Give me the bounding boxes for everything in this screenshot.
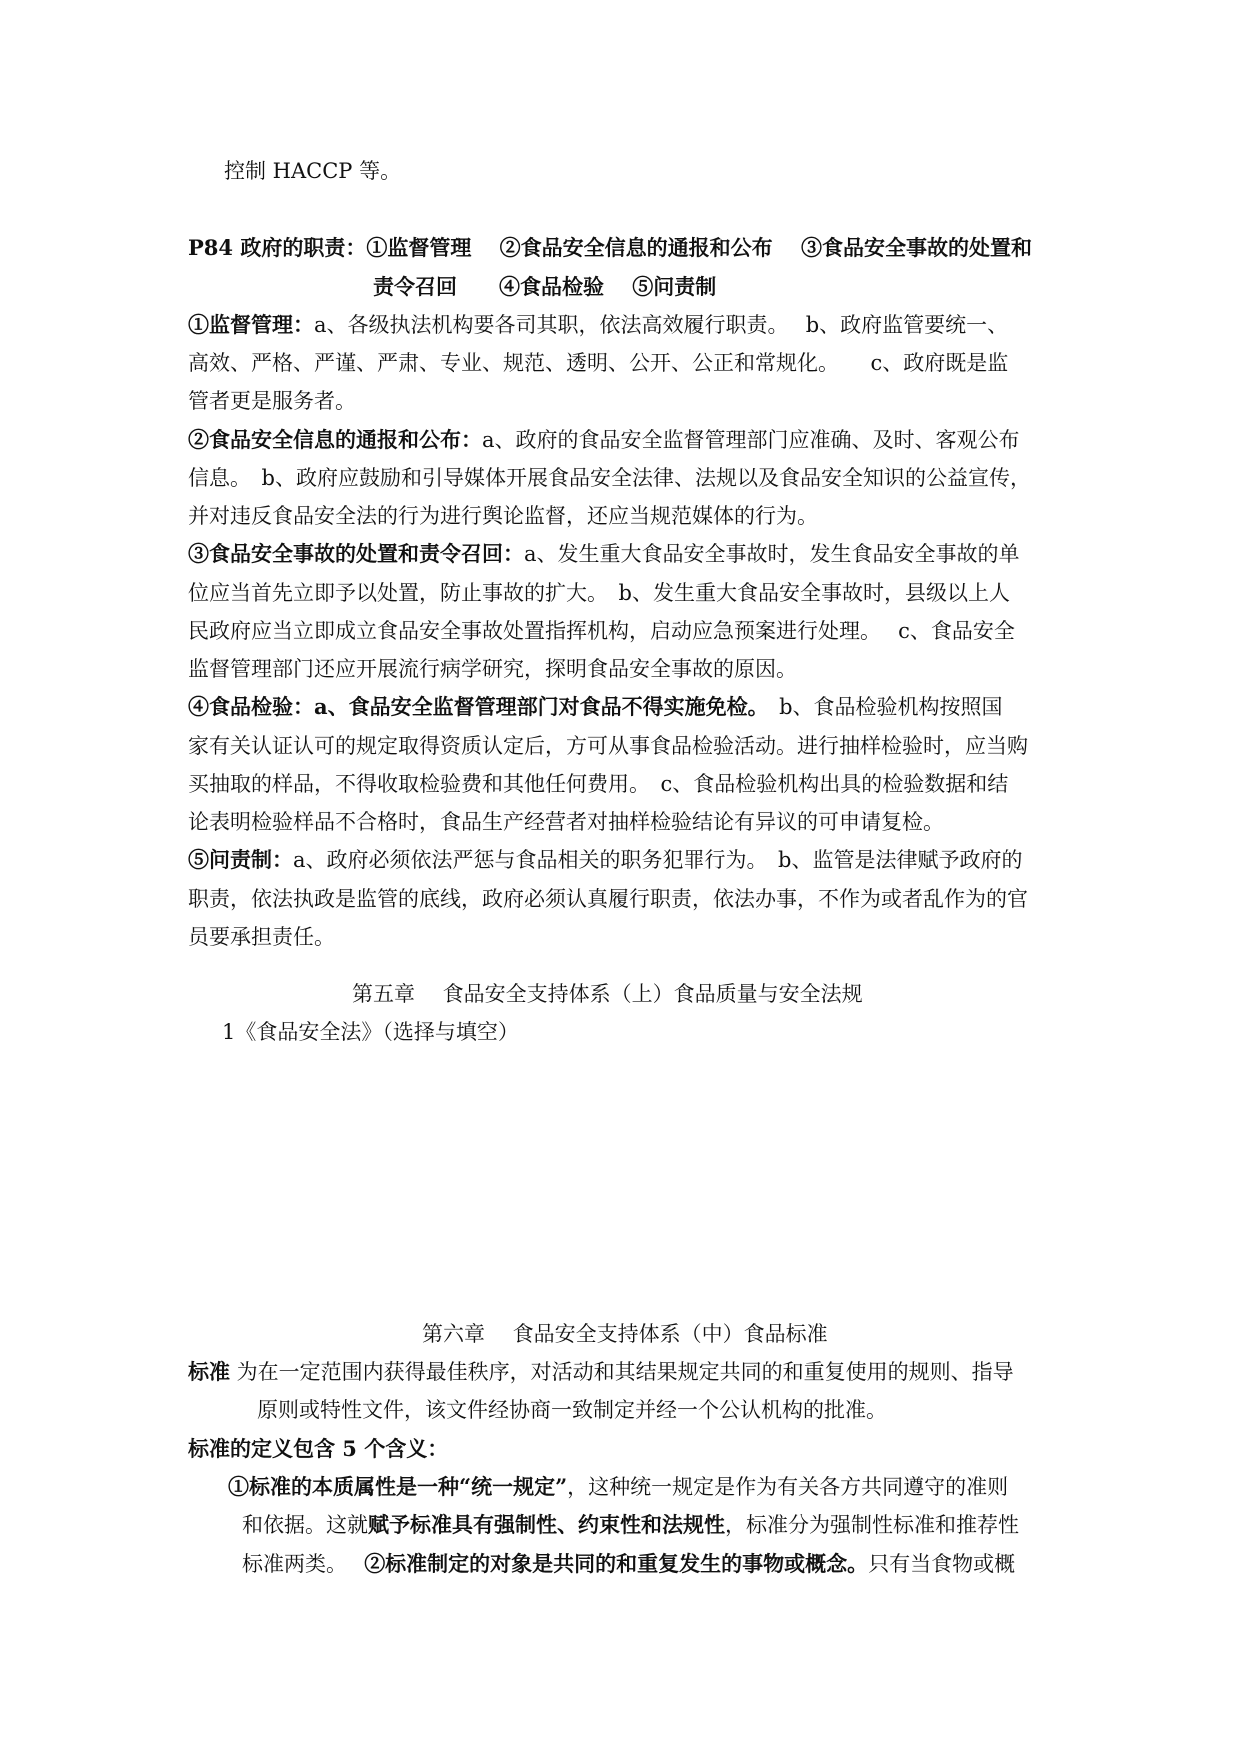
section4-line-2 (188, 727, 1028, 765)
section5-text-1: a、政府必须依法严惩与食品相关的职务犯罪行为。 b、监管是法律赋予政府的 (293, 848, 1023, 872)
standard-definition-line-1 (188, 1353, 1014, 1391)
meaning-line-3 (242, 1545, 1015, 1583)
meaning-3-rest: 只有当食物或概 (868, 1552, 1016, 1576)
gov-duties-title-line-2 (373, 268, 716, 306)
section1-text-2: 高效、严格、严谨、严肃、专业、规范、透明、公开、公正和常规化。 c、政府既是监 (188, 351, 1009, 375)
section2-line-1 (188, 421, 1020, 459)
meaning-2-pre: 和依据。这就 (242, 1513, 368, 1537)
section3-line-4 (188, 650, 797, 688)
section2-line-2 (188, 459, 1031, 497)
section1-label: ①监督管理： (188, 312, 314, 337)
chapter6-title-text: 第六章 食品安全支持体系（中）食品标准 (422, 1322, 828, 1346)
section2-label: ②食品安全信息的通报和公布： (188, 427, 482, 452)
section3-line-2 (188, 574, 1010, 612)
meaning-3-bold: ②标准制定的对象是共同的和重复发生的事物或概念。 (364, 1551, 869, 1576)
chapter5-title-text: 第五章 食品安全支持体系（上）食品质量与安全法规 (352, 982, 863, 1006)
gov-duties-title-1: P84 政府的职责：①监督管理 ②食品安全信息的通报和公布 ③食品安全事故的处置和 (188, 235, 1032, 260)
section5-label: ⑤问责制： (188, 847, 293, 872)
section3-label: ③食品安全事故的处置和责令召回： (188, 541, 524, 566)
section5-line-3 (188, 918, 335, 956)
standard-definition-line-2 (257, 1391, 887, 1429)
section5-line-2 (188, 880, 1028, 918)
section2-text-3: 并对违反食品安全法的行为进行舆论监督，还应当规范媒体的行为。 (188, 504, 818, 528)
standard-definition-text-1: 为在一定范围内获得最佳秩序，对活动和其结果规定共同的和重复使用的规则、指导 (230, 1360, 1014, 1384)
gov-duties-title-line-1 (188, 229, 1032, 267)
five-meanings-title-text: 标准的定义包含 5 个含义： (188, 1436, 449, 1461)
section1-line-3 (188, 382, 356, 420)
section5-text-3: 员要承担责任。 (188, 925, 335, 949)
standard-term: 标准 (188, 1359, 230, 1384)
section4-text-4: 论表明检验样品不合格时，食品生产经营者对抽样检验结论有异议的可申请复检。 (188, 810, 944, 834)
section3-text-1: a、发生重大食品安全事故时，发生食品安全事故的单 (524, 542, 1020, 566)
section2-text-2: 信息。 b、政府应鼓励和引导媒体开展食品安全法律、法规以及食品安全知识的公益宣传， (188, 466, 1031, 490)
standard-definition-text-2: 原则或特性文件，该文件经协商一致制定并经一个公认机构的批准。 (257, 1398, 887, 1422)
meaning-1-rest: ，这种统一规定是作为有关各方共同遵守的准则 (567, 1475, 1009, 1499)
section5-line-1 (188, 841, 1022, 879)
section1-text-1: a、各级执法机构要各司其职，依法高效履行职责。 b、政府监管要统一、 (314, 313, 1009, 337)
section3-text-4: 监督管理部门还应开展流行病学研究，探明食品安全事故的原因。 (188, 657, 797, 681)
intro-text: 控制 HACCP 等。 (224, 159, 402, 183)
five-meanings-title (188, 1430, 448, 1468)
section3-line-3 (188, 612, 1015, 650)
section4-line-1 (188, 688, 1003, 726)
section4-text-3: 买抽取的样品，不得收取检验费和其他任何费用。 c、食品检验机构出具的检验数据和结 (188, 772, 1009, 796)
intro-line (224, 152, 401, 190)
chapter6-title (422, 1315, 828, 1353)
section5-text-2: 职责，依法执政是监管的底线，政府必须认真履行职责，依法办事，不作为或者乱作为的官 (188, 887, 1028, 911)
chapter5-item-1-text: 1《食品安全法》（选择与填空） (222, 1020, 519, 1044)
meaning-line-2 (242, 1506, 1019, 1544)
section3-line-1 (188, 535, 1020, 573)
section4-label: ④食品检验：a、食品安全监督管理部门对食品不得实施免检。 (188, 694, 759, 719)
section4-text-1: b、食品检验机构按照国 (758, 695, 1003, 719)
section4-line-3 (188, 765, 1008, 803)
gov-duties-title-2: 责令召回 ④食品检验 ⑤问责制 (373, 274, 717, 299)
section2-line-3 (188, 497, 818, 535)
section1-text-3: 管者更是服务者。 (188, 389, 356, 413)
chapter5-item-1 (222, 1013, 519, 1051)
chapter5-title (352, 975, 863, 1013)
section4-text-2: 家有关认证认可的规定取得资质认定后，方可从事食品检验活动。进行抽样检验时，应当购 (188, 734, 1028, 758)
section1-line-1 (188, 306, 1008, 344)
meaning-line-1 (228, 1468, 1008, 1506)
meaning-2-bold: 赋予标准具有强制性、约束性和法规性 (368, 1512, 725, 1537)
meaning-2-rest: ，标准分为强制性标准和推荐性 (725, 1513, 1019, 1537)
section3-text-2: 位应当首先立即予以处置，防止事故的扩大。 b、发生重大食品安全事故时，县级以上人 (188, 581, 1010, 605)
section3-text-3: 民政府应当立即成立食品安全事故处置指挥机构，启动应急预案进行处理。 c、食品安全 (188, 619, 1015, 643)
section4-line-4 (188, 803, 944, 841)
section1-line-2 (188, 344, 1008, 382)
meaning-1-bold: ①标准的本质属性是一种“统一规定” (228, 1474, 568, 1499)
meaning-3-pre: 标准两类。 (242, 1552, 365, 1576)
section2-text-1: a、政府的食品安全监督管理部门应准确、及时、客观公布 (482, 428, 1020, 452)
